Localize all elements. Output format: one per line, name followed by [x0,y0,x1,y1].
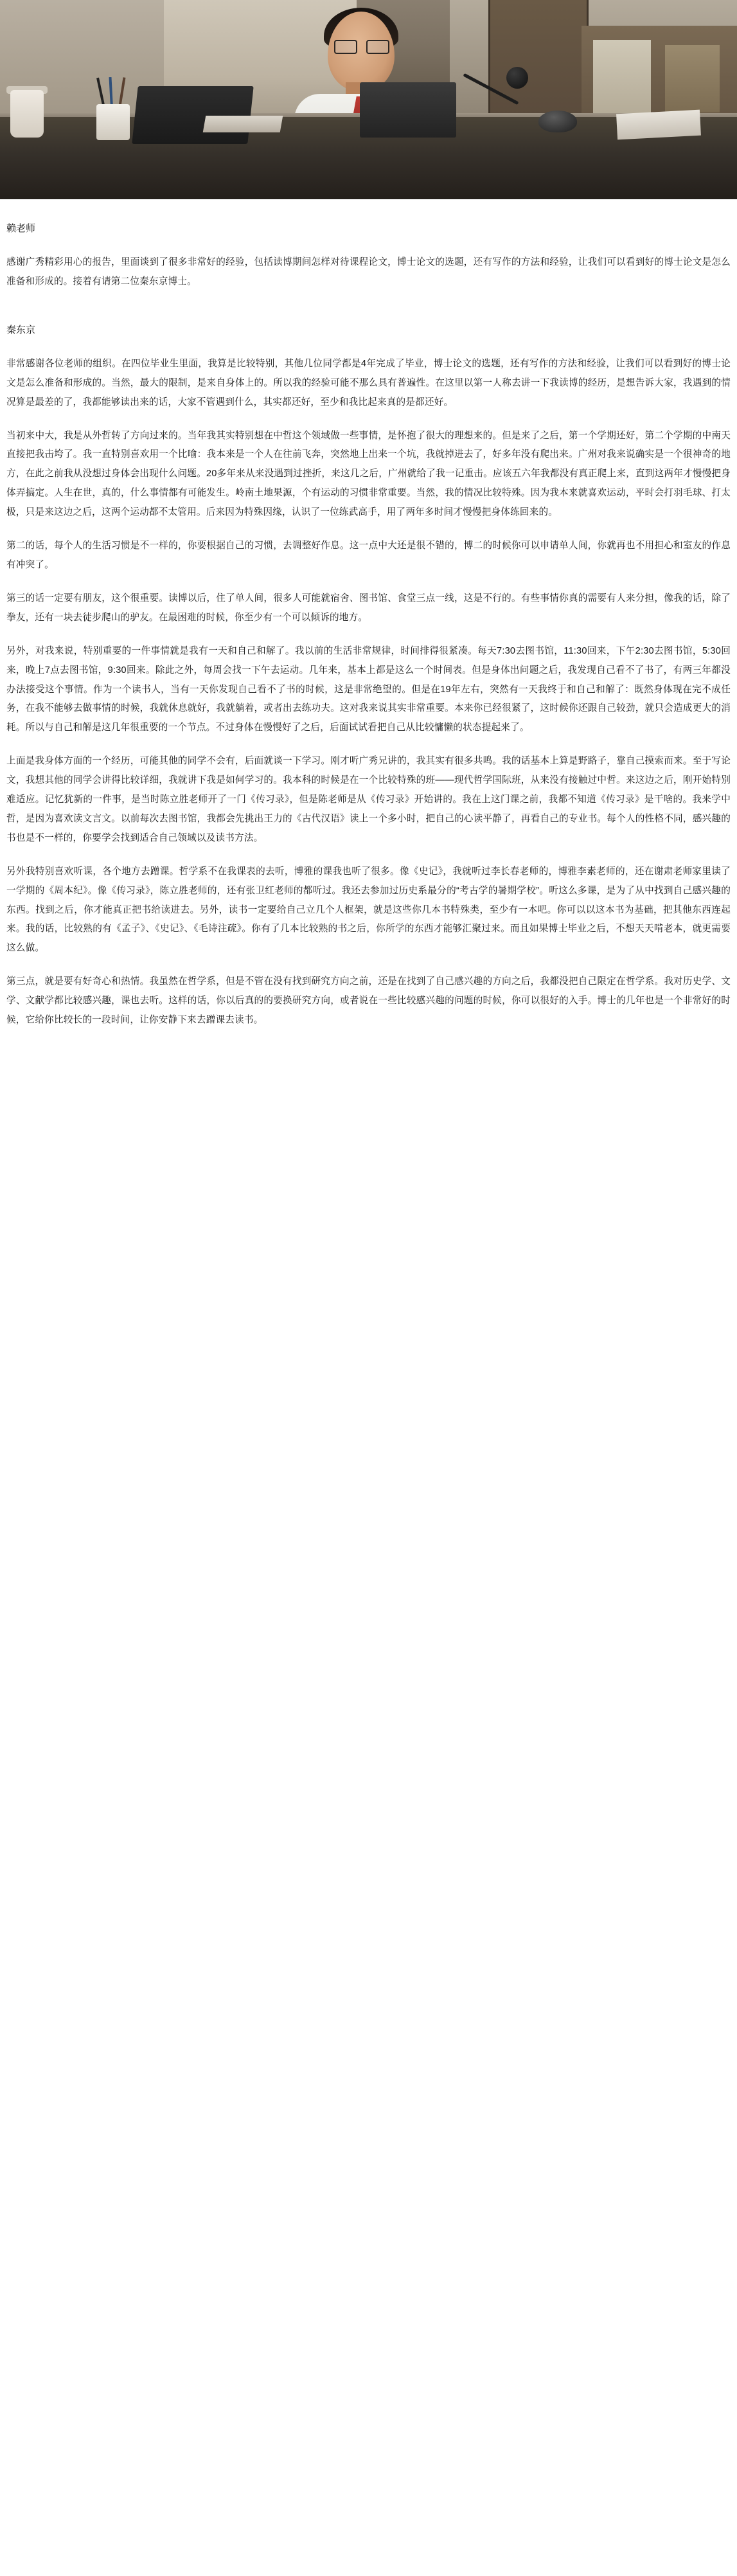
paper-cup [10,90,44,138]
paragraph: 另外，对我来说，特别重要的一件事情就是我有一天和自己和解了。我以前的生活非常规律，时间排得很紧凑。每天7:30去图书馆，11:30回来，下午2:30去图书馆，5:30回来，晚上7点去图书馆，9:30回来。除此之外，每周会找一下午去运动。几年来，基本上都是这么一个时间表。但是身体出问题之后，我发现自己看不了书了，有两三年都没办法接受这个事情。作为一个读书人，当有一天你发现自己看不了书的时候，这是非常绝望的。但是在19年左右，突然有一天我终于和自己和解了：既然身体现在完不成任务，在我不能够去做事情的时候，我就休息就好，我就躺着，或者出去练功夫。这对我来说其实非常重要。本来你已经很紧了，这时候你还跟自己较劲，就只会造成更大的消耗。所以与自己和解是这几年很重要的一个节点。不过身体在慢慢好了之后，后面试试看把自己从比较慵懒的状态提起来了。 [6,645,731,733]
name-plate [203,116,283,132]
speaker-name-qin: 秦东京 [6,324,36,335]
computer-mouse [538,111,577,132]
speaker-name-lai: 赖老师 [6,223,36,234]
paragraph: 第二的话，每个人的生活习惯是不一样的，你要根据自己的习惯，去调整好作息。这一点中大还是很不错的，博二的时候你可以申请单人间，你就再也不用担心和室友的作息有冲突了。 [6,541,731,570]
paragraph: 非常感谢各位老师的组织。在四位毕业生里面，我算是比较特别，其他几位同学都是4年完成了毕业，博士论文的选题，还有写作的方法和经验，让我们可以看到好的博士论文是怎么准备和形成的。当然，最大的限制，是来自身体上的。所以我的经验可能不那么具有普遍性。在这里以第一人称去讲一下我读博的经历，是想告诉大家，我遇到的情况算是最差的了，我都能够读出来的话，大家不管遇到什么，其实都还好，至少和我比起来真的是都还好。 [6,358,731,407]
microphone-head [506,67,528,89]
paragraph: 上面是我身体方面的一个经历，可能其他的同学不会有，后面就谈一下学习。刚才听广秀兄讲的，我其实有很多共鸣。我的话基本上算是野路子，靠自己摸索而来。至于写论文，我想其他的同学会讲得比较详细，我就讲下我是如何学习的。我本科的时候是在一个比较特殊的班——现代哲学国际班，从来没有接触过中哲。来这边之后，刚开始特别难适应。记忆犹新的一件事，是当时陈立胜老师开了一门《传习录》，但是陈老师是从《传习录》开始讲的。我在上这门课之前，我都不知道《传习录》是干啥的。我来学中哲，是因为喜欢读文言文。以前每次去图书馆，我都会先挑出王力的《古代汉语》读上一个多小时，把自己的心读平静了，再看自己的专业书。每个人的性格不同，感兴趣的书也是不一样的，你要学会找到适合自己领域以及读书方法。 [6,756,731,843]
paragraph: 感谢广秀精彩用心的报告，里面谈到了很多非常好的经验，包括读博期间怎样对待课程论文，博士论文的选题，还有写作的方法和经验，让我们可以看到好的博士论文是怎么准备和形成的。接着有请第二位秦东京博士。 [6,257,731,287]
laptop [132,86,253,144]
lecture-photo [0,0,737,199]
photo-scene [0,0,737,199]
paragraph: 另外我特别喜欢听课，各个地方去蹭课。哲学系不在我课表的去听，博雅的课我也听了很多。像《史记》，我就听过李长春老师的，博雅李素老师的，还在谢肃老师家里读了一学期的《周本纪》。像《传习录》，陈立胜老师的，还有张卫红老师的都听过。我还去参加过历史系最分的“考古学的暑期学校”。听这么多课，是为了从中找到自己感兴趣的东西。找到之后，你才能真正把书给读进去。另外，读书一定要给自己立几个人框架，就是这些你几本书特殊类，至少有一本吧。你可以以这本书为基础，把其他东西连起来。我的话，比较熟的有《孟子》、《史记》、《毛诗注疏》。你有了几本比较熟的书之后，你所学的东西才能够汇聚过来。而且如果博士毕业之后，不想天天啃老本，就更需要这么做。 [6,866,731,954]
paragraph: 当初来中大，我是从外哲转了方向过来的。当年我其实特别想在中哲这个领域做一些事情，是怀抱了很大的理想来的。但是来了之后，第一个学期还好，第二个学期的中南天直接把我击垮了。我一直特别喜欢用一个比喻：我本来是一个人在往前飞奔，突然地上出来一个坑，我就掉进去了，好多年没有爬出来。广州对我来说确实是一个很神奇的地方，在此之前我从没想过身体会出现什么问题。20多年来从来没遇到过挫折，来这几之后，广州就给了我一记重击。应该五六年我都没有真正爬上来，直到这两年才慢慢把身体弄搞定。人生在世，真的，什么事情都有可能发生。岭南土地果源，个有运动的习惯非常重要。当然，我的情况比较特殊。因为我本来就喜欢运动，平时会打羽毛球、打太极，只是来这边之后，这两个运动都不太管用。后来因为特殊因缘，认识了一位练武高手，用了两年多时间才慢慢把身体练回来的。 [6,430,731,518]
paragraph: 第三的话一定要有朋友，这个很重要。读博以后，住了单人间，很多人可能就宿舍、图书馆、食堂三点一线，这是不行的。有些事情你真的需要有人来分担，像我的话，除了拳友，还有一块去徒步爬山的驴友。在最困难的时候，你至少有一个可以倾诉的地方。 [6,593,731,623]
document-stand [360,82,456,138]
paragraph: 第三点，就是要有好奇心和热情。我虽然在哲学系，但是不管在没有找到研究方向之前，还是在找到了自己感兴趣的方向之后，我都没把自己限定在哲学系。我对历史学、文学、文献学都比较感兴趣，课也去听。这样的话，你以后真的的要换研究方向，或者说在一些比较感兴趣的问题的时候，你可以很好的入手。博士的几年也是一个非常好的时候，它给你比较长的一段时间，让你安静下来去蹭课去读书。 [6,976,731,1026]
paper-sheet [616,110,701,140]
article-page [0,0,737,1070]
article-body [0,199,737,1030]
pens [99,75,129,108]
pen-holder [96,104,130,140]
glasses-icon [334,40,389,51]
